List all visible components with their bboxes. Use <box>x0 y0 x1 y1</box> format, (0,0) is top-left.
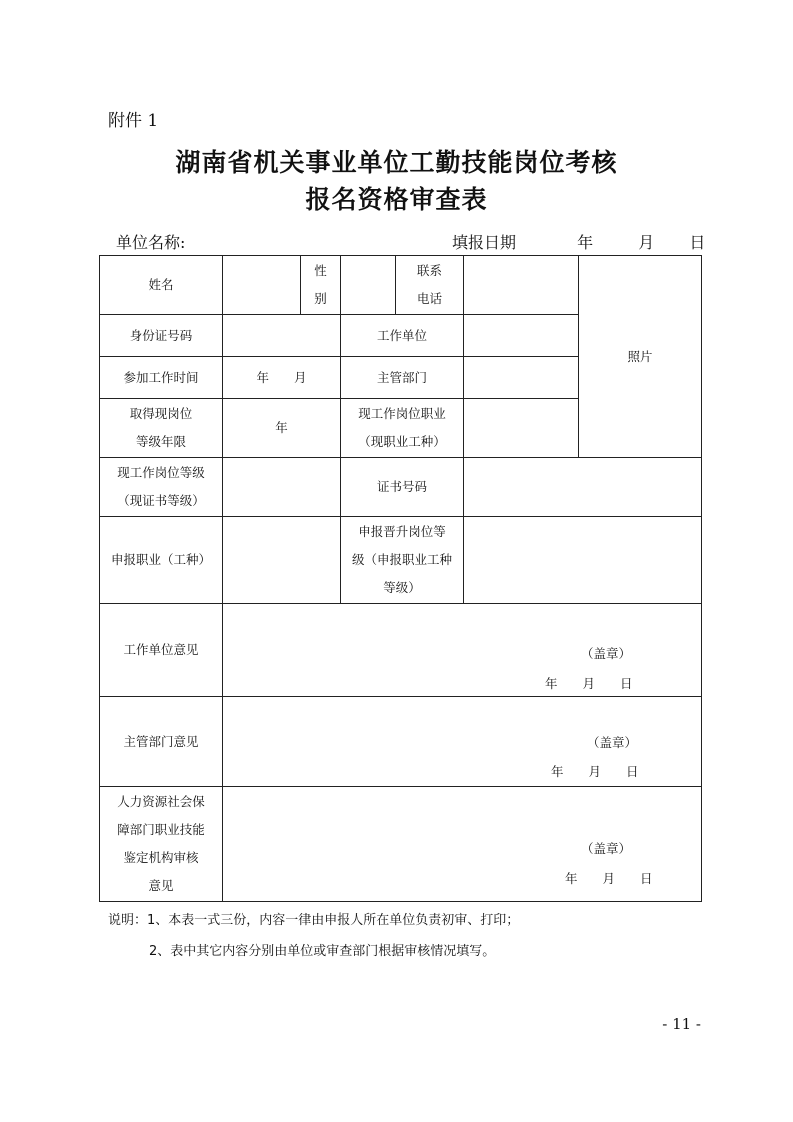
start-work-label: 参加工作时间 <box>100 357 223 399</box>
gender-field[interactable] <box>341 256 396 315</box>
current-grade-label-line2: （现证书等级） <box>117 493 205 508</box>
apply-job-label: 申报职业（工种） <box>100 517 223 604</box>
work-unit-opinion-field[interactable] <box>223 604 702 697</box>
grade-years-label-line1: 取得现岗位 <box>129 406 193 421</box>
fill-date-row <box>452 230 705 253</box>
hr-opinion-label-line1: 人力资源社会保 <box>117 794 205 809</box>
supervisor-date: 年 月 日 <box>551 764 639 779</box>
hr-opinion-field[interactable] <box>223 787 702 902</box>
form-title-line1: 湖南省机关事业单位工勤技能岗位考核 <box>175 148 618 177</box>
note-line2: 2、表中其它内容分别由单位或审查部门根据审核情况填写。 <box>149 944 496 959</box>
apply-grade-label-line3: 等级） <box>383 580 421 595</box>
form-title-line2: 报名资格审查表 <box>305 185 488 214</box>
attachment-label: 附件 1 <box>108 111 159 131</box>
current-grade-field[interactable] <box>223 458 341 517</box>
name-field[interactable] <box>223 256 301 315</box>
hr-opinion-label-line2: 障部门职业技能 <box>117 822 205 837</box>
supervisor-seal: （盖章） <box>587 735 638 750</box>
current-job-field[interactable] <box>464 399 579 458</box>
unit-name-label: 单位名称: <box>116 233 186 252</box>
fill-date-year: 年 <box>577 233 594 252</box>
hr-opinion-label-line4: 意见 <box>148 878 174 893</box>
page-number: - 11 - <box>662 1015 701 1033</box>
cert-number-field[interactable] <box>464 458 702 517</box>
phone-label-line2: 电话 <box>416 291 442 306</box>
gender-label-line2: 别 <box>314 291 327 306</box>
gender-label <box>301 256 341 315</box>
phone-label-line1: 联系 <box>416 263 442 278</box>
id-number-label: 身份证号码 <box>100 315 223 357</box>
hr-date: 年 月 日 <box>565 871 653 886</box>
work-unit-label: 工作单位 <box>341 315 464 357</box>
supervisor-opinion-field[interactable] <box>223 697 702 787</box>
current-job-label-line2: （现职业工种） <box>358 434 446 449</box>
work-unit-date: 年 月 日 <box>545 676 633 691</box>
phone-label <box>396 256 464 315</box>
grade-years-label <box>100 399 223 458</box>
name-label: 姓名 <box>100 256 223 315</box>
hr-opinion-label-line3: 鉴定机构审核 <box>123 850 199 865</box>
supervisor-label: 主管部门 <box>341 357 464 399</box>
work-unit-opinion-label: 工作单位意见 <box>100 604 223 697</box>
apply-grade-field[interactable] <box>464 517 702 604</box>
fill-date-month: 月 <box>638 233 655 252</box>
id-number-field[interactable] <box>223 315 341 357</box>
current-job-label <box>341 399 464 458</box>
phone-field[interactable] <box>464 256 579 315</box>
apply-job-field[interactable] <box>223 517 341 604</box>
current-grade-label <box>100 458 223 517</box>
hr-seal: （盖章） <box>581 841 632 856</box>
supervisor-field[interactable] <box>464 357 579 399</box>
apply-grade-label <box>341 517 464 604</box>
current-grade-label-line1: 现工作岗位等级 <box>117 465 205 480</box>
apply-grade-label-line2: 级（申报职业工种 <box>351 552 452 567</box>
start-work-field[interactable]: 年 月 <box>223 357 341 399</box>
fill-date-day: 日 <box>689 233 706 252</box>
fill-date-label: 填报日期 <box>452 233 517 252</box>
grade-years-field[interactable]: 年 <box>223 399 341 458</box>
gender-label-line1: 性 <box>314 263 327 278</box>
photo-box[interactable]: 照片 <box>579 256 702 458</box>
current-job-label-line1: 现工作岗位职业 <box>358 406 446 421</box>
work-unit-seal: （盖章） <box>581 646 632 661</box>
cert-number-label: 证书号码 <box>341 458 464 517</box>
application-form-table <box>99 255 702 902</box>
work-unit-field[interactable] <box>464 315 579 357</box>
apply-grade-label-line1: 申报晋升岗位等 <box>358 524 446 539</box>
supervisor-opinion-label: 主管部门意见 <box>100 697 223 787</box>
grade-years-label-line2: 等级年限 <box>135 434 186 449</box>
hr-opinion-label <box>100 787 223 902</box>
note-line1: 说明：1、本表一式三份，内容一律由申报人所在单位负责初审、打印； <box>108 913 520 928</box>
